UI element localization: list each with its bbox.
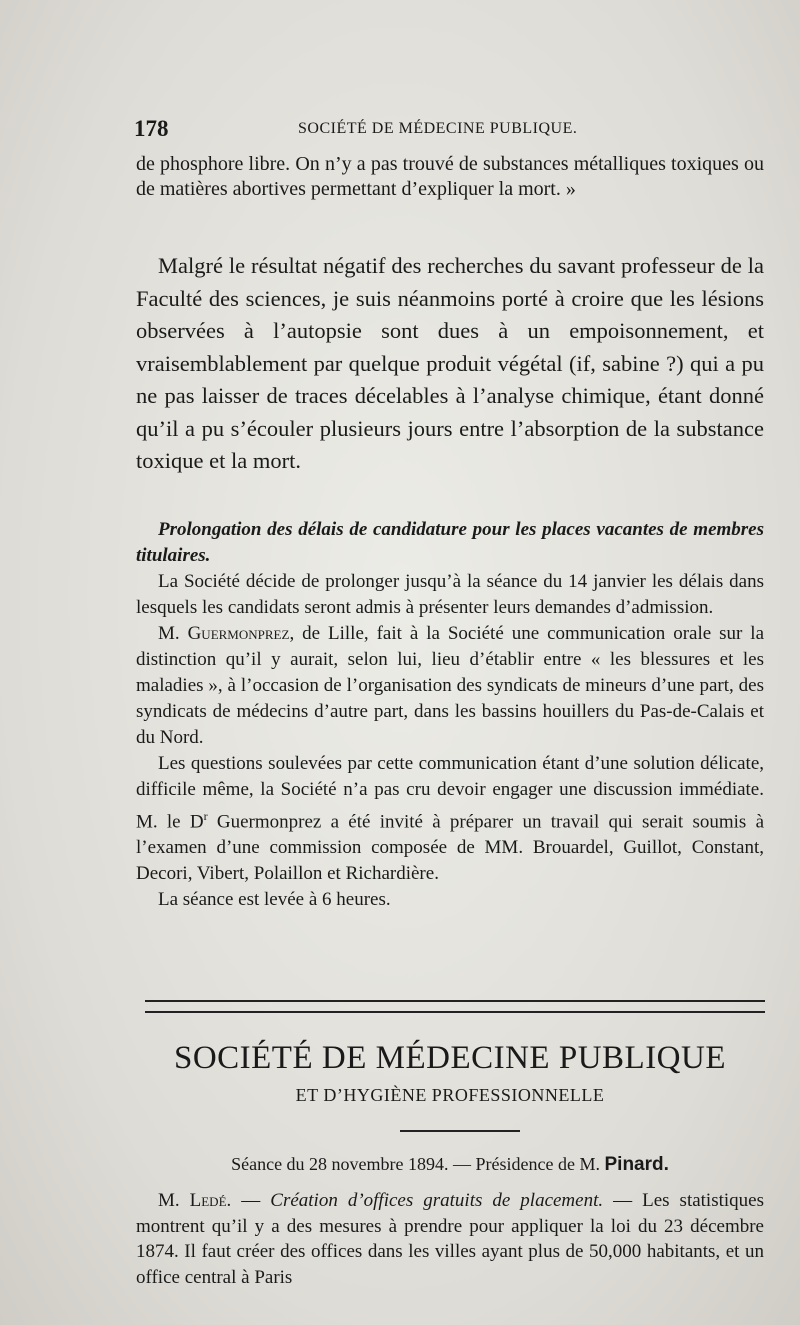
page-header: [134, 116, 764, 146]
speaker-name: M. Guermonprez: [158, 623, 290, 644]
paragraph-continuation: [136, 152, 764, 202]
paragraph-text: La Société décide de prolonger jusqu’à la séance du 14 janvier les délais dans lesquels les candidats seront admis à présenter leurs demandes d’admission.: [136, 571, 764, 618]
paragraph-conclusion: [136, 250, 764, 478]
page-number: 178: [134, 116, 169, 141]
society-title: SOCIÉTÉ DE MÉDECINE PUBLIQUE: [173, 1040, 727, 1076]
paragraph-text: La séance est levée à 6 heures.: [158, 889, 391, 911]
paragraph-text-part: Guermonprez a été invité à préparer un travail qui serait soumis à l’examen d’une commission composée de MM. Brouardel, Guillot, Constant, Decori, Vibert, Polaillon et Richardière.: [136, 811, 765, 885]
minutes-section: [136, 517, 764, 913]
paragraph-text-rest: , de Lille, fait à la Société une communication orale sur la distinction qu’il y aurait, selon lui, lieu d’établir entre « les blessures et les maladies », à l’occasion de l’organisation des syndicats de mineurs d’une part, des syndicats de médecins d’autre part, dans les bassins houillers du Pas-de-Calais et du Nord.: [136, 623, 765, 748]
double-rule-divider: [145, 1000, 765, 1013]
superscript: r: [203, 809, 208, 823]
paragraph-text: [136, 1188, 764, 1290]
president-name: Pinard.: [604, 1154, 669, 1175]
paragraph-text: [136, 751, 764, 887]
subject-title: Création d’offices gratuits de placement.: [270, 1190, 604, 1211]
section-title: Prolongation des délais de candidature pour les places vacantes de membres titulaires.: [136, 519, 764, 566]
session-text: Séance du 28 novembre 1894. — Présidence de M.: [231, 1154, 605, 1174]
session-paragraph: [136, 1188, 764, 1290]
short-rule-divider: [400, 1130, 520, 1132]
paragraph-text: [136, 621, 764, 751]
running-head: SOCIÉTÉ DE MÉDECINE PUBLIQUE.: [298, 120, 578, 137]
paragraph-text: de phosphore libre. On n’y a pas trouvé de substances métalliques toxiques ou de matières abortives permettant d’expliquer la mort. »: [136, 153, 764, 200]
session-line: [136, 1154, 764, 1176]
speaker-name: M. Ledé.: [158, 1190, 232, 1211]
paragraph-text-part: Les questions soulevées par cette communication étant d’une solution délicate, difficile même, la Société n’a pas cru devoir engager une discussion immédiate. M. le D: [136, 753, 764, 833]
paragraph-text-rest: — Les statistiques montrent qu’il y a des mesures à prendre pour appliquer la loi du 23 décembre 1874. Il faut créer des offices dans les villes ayant plus de 50,000 habitants, et un office central à Paris: [136, 1190, 764, 1288]
paragraph-text: Malgré le résultat négatif des recherches du savant professeur de la Faculté des sciences, je suis néanmoins porté à croire que les lésions observées à l’autopsie sont dues à un empoisonnement, et vraisemblablement par quelque produit végétal (if, sabine ?) qui a pu ne pas laisser de traces décelables à l’analyse chimique, étant donné qu’il a pu s’écouler plusieurs jours entre l’absorption de la substance toxique et la mort.: [136, 253, 764, 473]
dash: —: [231, 1190, 271, 1211]
society-subtitle: ET D’HYGIÈNE PROFESSIONNELLE: [295, 1085, 605, 1105]
